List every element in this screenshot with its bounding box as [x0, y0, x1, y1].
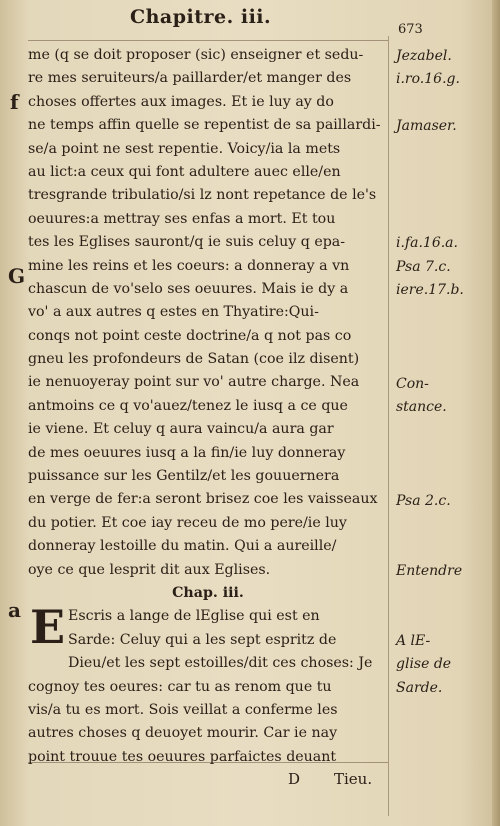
text-line: se/a point ne sest repentie. Voicy/ia la mets — [28, 140, 341, 157]
margin-note: iere.17.b. — [396, 282, 464, 298]
margin-rule — [388, 36, 389, 816]
margin-note: A lE- — [396, 633, 431, 649]
text-line: ne temps affin quelle se repentist de sa paillardi- — [28, 117, 381, 134]
text-line: vis/a tu es mort. Sois veillat a conferme les — [28, 701, 338, 718]
header-rule — [28, 40, 388, 41]
margin-mark-a: a — [8, 598, 21, 622]
text-line: cognoy tes oeures: car tu as renom que tu — [28, 678, 332, 695]
text-line: vo' a aux autres q estes en Thyatire:Qui- — [28, 304, 319, 321]
margin-note: Jamaser. — [396, 118, 457, 135]
page-edge — [492, 0, 500, 826]
signature-mark: D — [288, 770, 301, 788]
margin-note: Jezabel. — [396, 48, 452, 64]
text-line: mine les reins et les coeurs: a donneray a vn — [28, 257, 350, 274]
margin-note: i.fa.16.a. — [396, 235, 458, 252]
text-line: point trouue tes oeuures parfaictes deuant — [28, 748, 337, 765]
margin-mark-g: G — [8, 264, 26, 288]
text-line: ie nenuoyeray point sur vo' autre charge. Nea — [28, 374, 360, 391]
text-line: du potier. Et coe iay receu de mo pere/ie luy — [28, 514, 347, 531]
text-line: oye ce que lesprit dit aux Eglises. — [28, 561, 271, 578]
text-line: donneray lestoille du matin. Qui a aureille/ — [28, 538, 337, 555]
text-line: puissance sur les Gentilz/et les gouuernera — [28, 468, 340, 485]
text-line: antmoins ce q vo'auez/tenez le iusq a ce que — [28, 397, 348, 414]
margin-note: Con- — [396, 375, 429, 392]
text-line: en verge de fer:a seront brisez coe les vaisseaux — [28, 491, 378, 508]
margin-mark-f: f — [10, 90, 19, 114]
chapter-heading: Chap. iii. — [172, 584, 244, 601]
text-line: ie viene. Et celuy q aura vaincu/a aura gar — [28, 421, 334, 438]
margin-note: Psa 2.c. — [396, 492, 451, 509]
text-line: tresgrande tribulatio/si lz nont repetance de le's — [28, 187, 377, 204]
text-line: re mes seruiteurs/a paillarder/et manger des — [28, 70, 352, 87]
text-line: me (q se doit proposer (sic) enseigner et sedu- — [28, 47, 364, 63]
text-line: de mes oeuures iusq a la fin/ie luy donneray — [28, 444, 346, 461]
running-header: Chapitre. iii. — [130, 6, 272, 28]
catchword: Tieu. — [334, 770, 373, 788]
main-text-column — [28, 44, 388, 769]
margin-note: i.ro.16.g. — [396, 71, 460, 88]
text-line: au lict:a ceux qui font adultere auec elle/en — [28, 163, 341, 180]
text-line: Dieu/et les sept estoilles/dit ces choses: Je — [68, 655, 373, 672]
text-line: chascun de vo'selo ses oeuures. Mais ie dy a — [28, 280, 349, 297]
text-line: oeuures:a mettray ses enfas a mort. Et tou — [28, 210, 336, 227]
text-line: autres choses q deuoyet mourir. Car ie nay — [28, 725, 338, 742]
drop-initial-e: E — [30, 600, 66, 654]
text-line: tes les Eglises sauront/q ie suis celuy q epa- — [28, 234, 346, 251]
margin-note: stance. — [396, 399, 447, 415]
margin-note: Psa 7.c. — [396, 258, 451, 275]
folio-number: 673 — [398, 22, 423, 37]
text-line: gneu les profondeurs de Satan (coe ilz disent) — [28, 351, 360, 368]
text-line: conqs not point ceste doctrine/a q not pas co — [28, 327, 352, 344]
text-line: Escris a lange de lEglise qui est en — [68, 608, 320, 625]
margin-note: glise de — [396, 656, 452, 673]
margin-note: Entendre — [396, 562, 463, 579]
text-line: choses offertes aux images. Et ie luy ay do — [28, 93, 334, 110]
margin-note: Sarde. — [396, 679, 443, 696]
text-line: Sarde: Celuy qui a les sept espritz de — [68, 631, 337, 648]
